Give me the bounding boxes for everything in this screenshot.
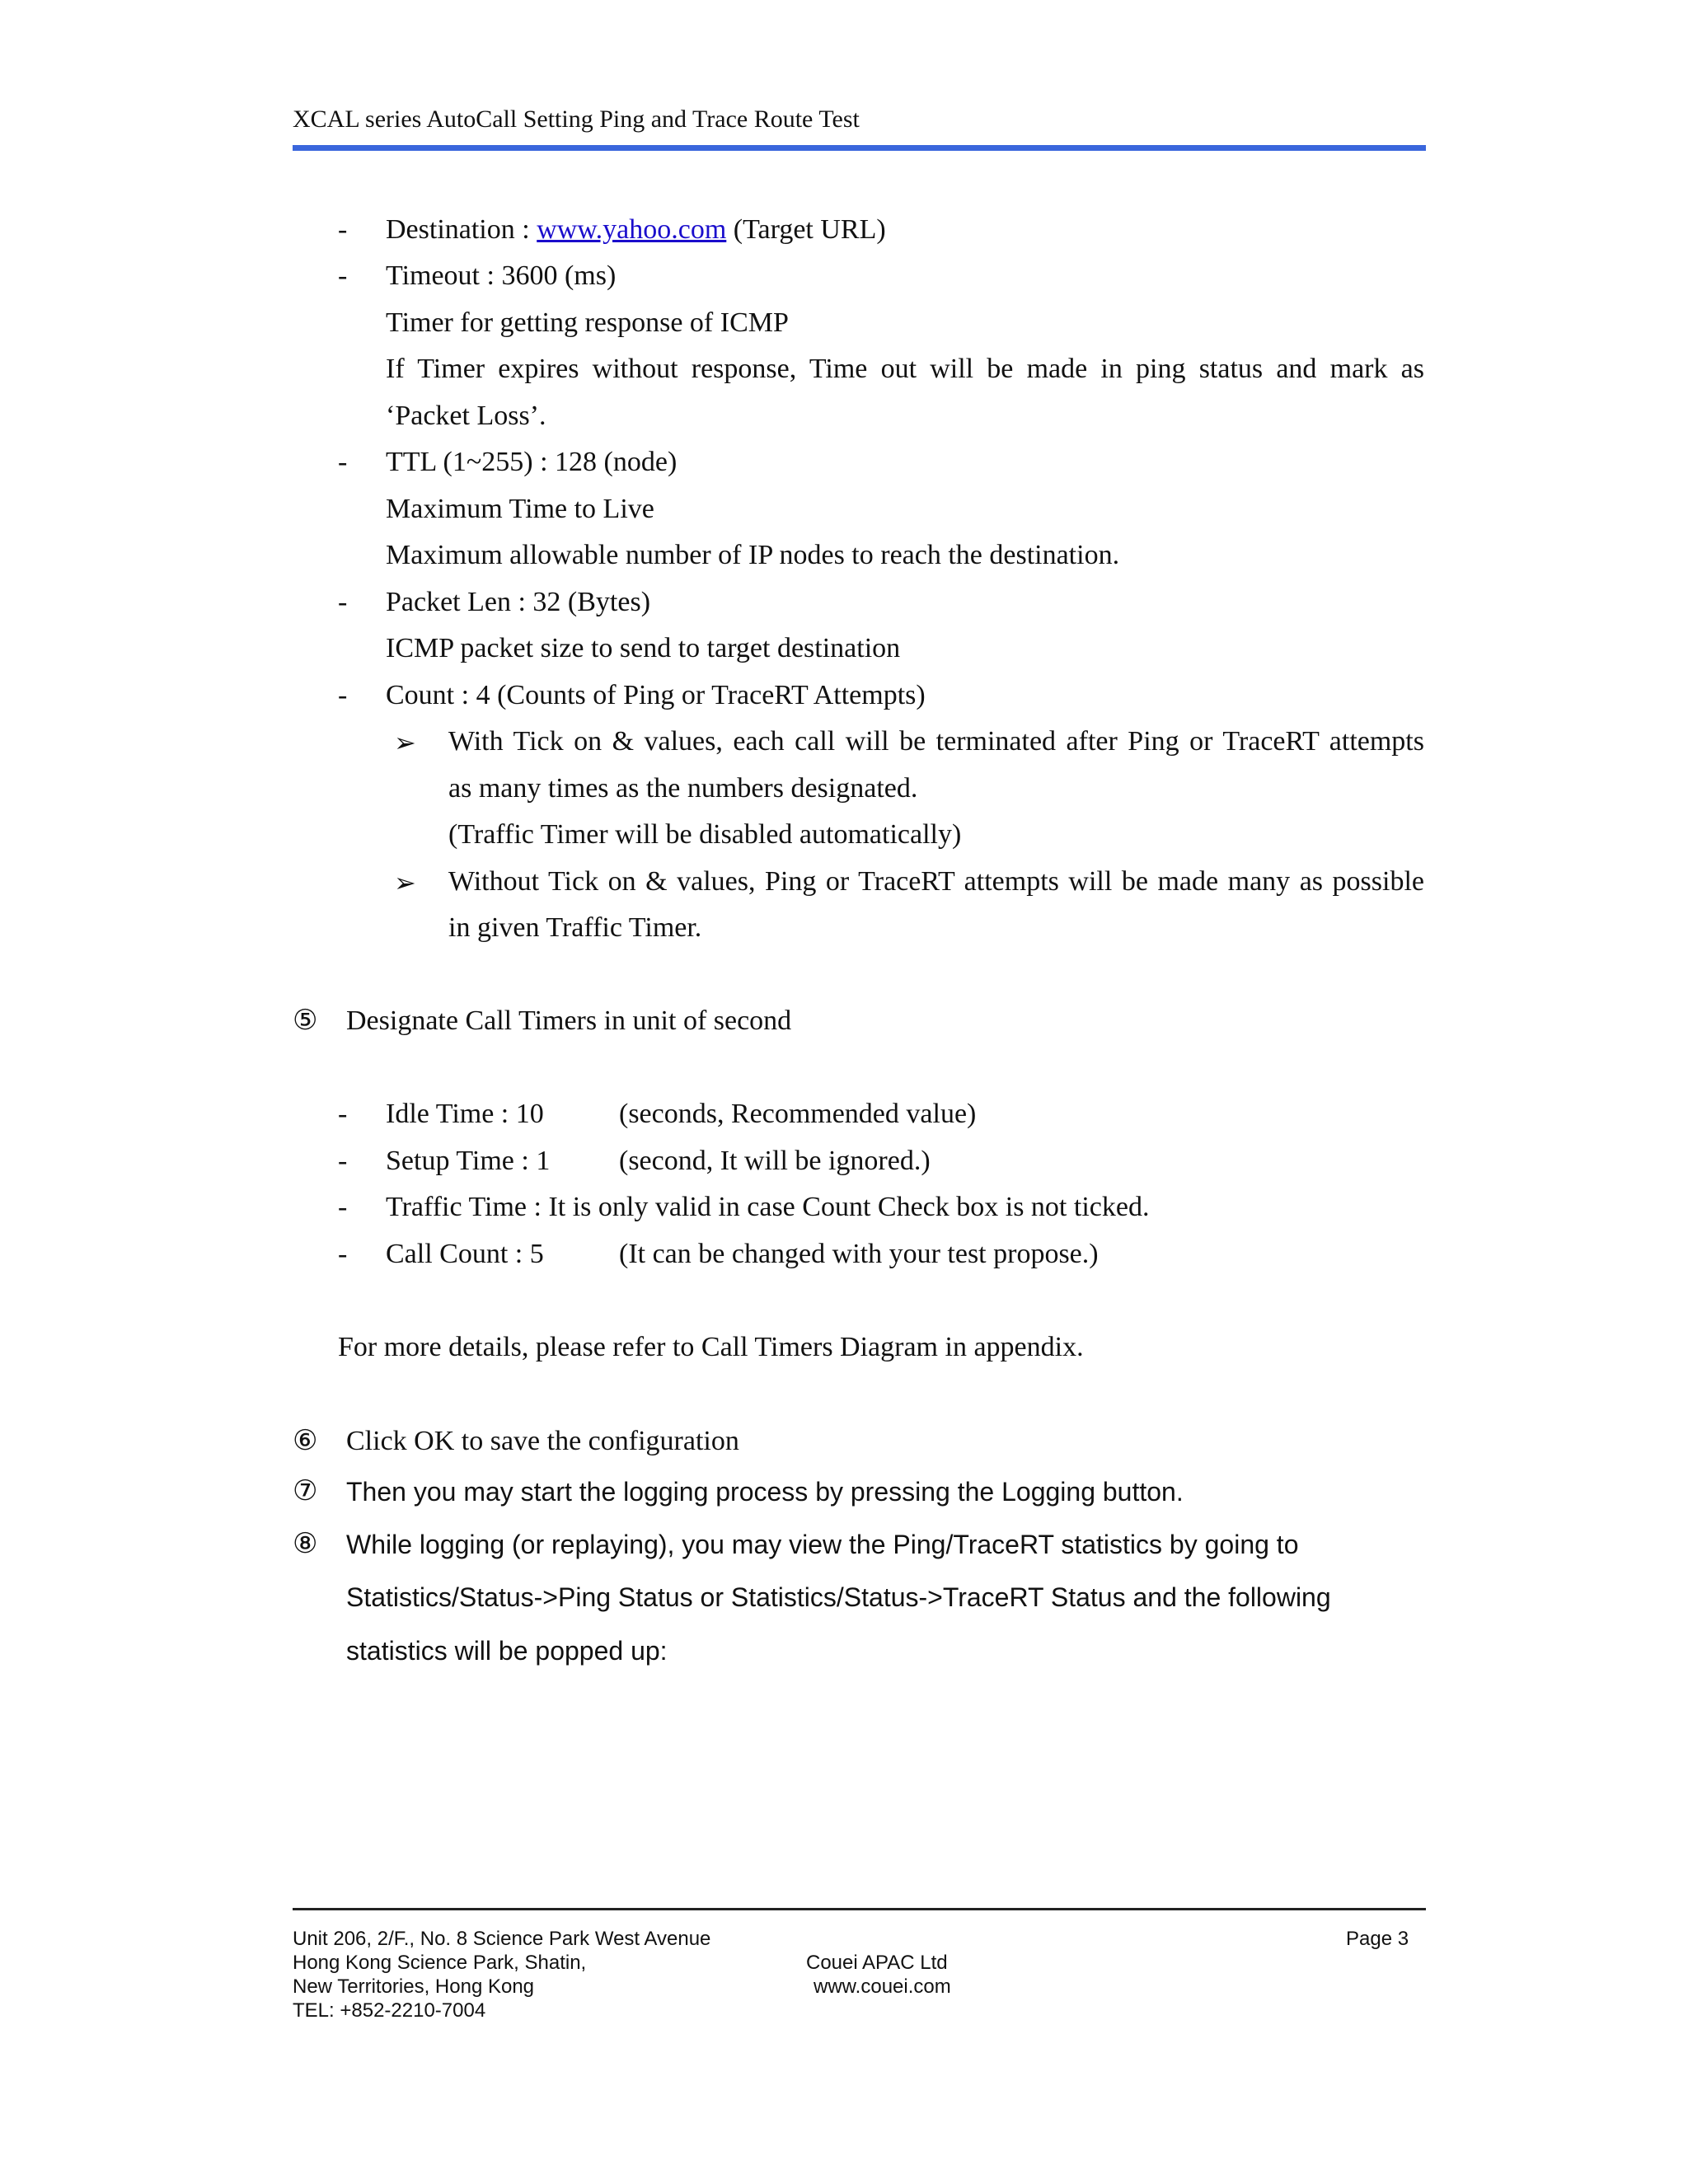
setup-time-label: Setup Time : 1	[386, 1146, 551, 1176]
header-rule	[293, 145, 1426, 151]
step-number-6: ⑥	[293, 1426, 318, 1456]
call-count-note: (It can be changed with your test propose.)	[619, 1239, 1099, 1269]
step-7-text: Then you may start the logging process by pressing the Logging button.	[346, 1477, 1184, 1507]
step-5-text: Designate Call Timers in unit of second	[346, 1005, 792, 1036]
list-dash: -	[338, 214, 348, 245]
list-dash: -	[338, 260, 348, 291]
ttl-label: TTL (1~255) : 128 (node)	[386, 447, 678, 477]
footer-address: Unit 206, 2/F., No. 8 Science Park West Avenue	[293, 1928, 711, 1950]
count-bullet-text: as many times as the numbers designated.	[448, 773, 918, 804]
destination-label: Destination :	[386, 214, 537, 245]
footer-page-number: Page 3	[1346, 1928, 1409, 1950]
count-bullet-text: Without Tick on & values, Ping or TraceRT attempts will be made many as possible	[448, 866, 1424, 897]
list-dash: -	[338, 1146, 348, 1176]
timeout-desc: ‘Packet Loss’.	[386, 401, 546, 431]
footer-company: Couei APAC Ltd	[806, 1952, 948, 1974]
count-bullet-text: With Tick on & values, each call will be terminated after Ping or TraceRT attempts	[448, 726, 1424, 757]
footer-website: www.couei.com	[814, 1975, 951, 1998]
traffic-time-label: Traffic Time : It is only valid in case Count Check box is not ticked.	[386, 1192, 1150, 1222]
ttl-desc: Maximum allowable number of IP nodes to reach the destination.	[386, 540, 1120, 570]
timeout-desc: Timer for getting response of ICMP	[386, 307, 789, 338]
timeout-label: Timeout : 3600 (ms)	[386, 260, 617, 291]
page-header-title: XCAL series AutoCall Setting Ping and Trace Route Test	[293, 105, 860, 133]
packet-len-label: Packet Len : 32 (Bytes)	[386, 587, 651, 617]
idle-time-label: Idle Time : 10	[386, 1099, 544, 1129]
footer-address: New Territories, Hong Kong	[293, 1975, 535, 1998]
list-dash: -	[338, 1239, 348, 1269]
destination-line	[386, 216, 886, 244]
step-6-text: Click OK to save the configuration	[346, 1426, 739, 1456]
destination-suffix: (Target URL)	[726, 214, 886, 245]
more-details-text: For more details, please refer to Call Timers Diagram in appendix.	[338, 1332, 1084, 1362]
setup-time-note: (second, It will be ignored.)	[619, 1146, 931, 1176]
destination-link[interactable]: www.yahoo.com	[537, 214, 727, 245]
count-bullet-text: in given Traffic Timer.	[448, 912, 702, 943]
step-number-7: ⑦	[293, 1476, 318, 1507]
count-bullet-text: (Traffic Timer will be disabled automatically)	[448, 819, 962, 850]
step-8-text: Statistics/Status->Ping Status or Statistics/Status->TraceRT Status and the following	[346, 1582, 1331, 1612]
arrow-bullet-icon: ➢	[394, 868, 416, 898]
list-dash: -	[338, 447, 348, 477]
step-number-5: ⑤	[293, 1005, 318, 1036]
footer-tel: TEL: +852-2210-7004	[293, 1999, 486, 2022]
count-label: Count : 4 (Counts of Ping or TraceRT Attempts)	[386, 680, 926, 710]
call-count-label: Call Count : 5	[386, 1239, 544, 1269]
footer-rule	[293, 1908, 1426, 1910]
footer-address: Hong Kong Science Park, Shatin,	[293, 1952, 587, 1974]
timeout-desc: If Timer expires without response, Time out will be made in ping status and mark as	[386, 354, 1424, 384]
list-dash: -	[338, 680, 348, 710]
idle-time-note: (seconds, Recommended value)	[619, 1099, 977, 1129]
step-number-8: ⑧	[293, 1529, 318, 1559]
ttl-desc: Maximum Time to Live	[386, 494, 654, 524]
list-dash: -	[338, 1099, 348, 1129]
list-dash: -	[338, 587, 348, 617]
step-8-text: While logging (or replaying), you may view the Ping/TraceRT statistics by going to	[346, 1530, 1299, 1559]
packet-len-desc: ICMP packet size to send to target destination	[386, 633, 901, 663]
list-dash: -	[338, 1192, 348, 1222]
step-8-text: statistics will be popped up:	[346, 1636, 668, 1666]
arrow-bullet-icon: ➢	[394, 728, 416, 757]
